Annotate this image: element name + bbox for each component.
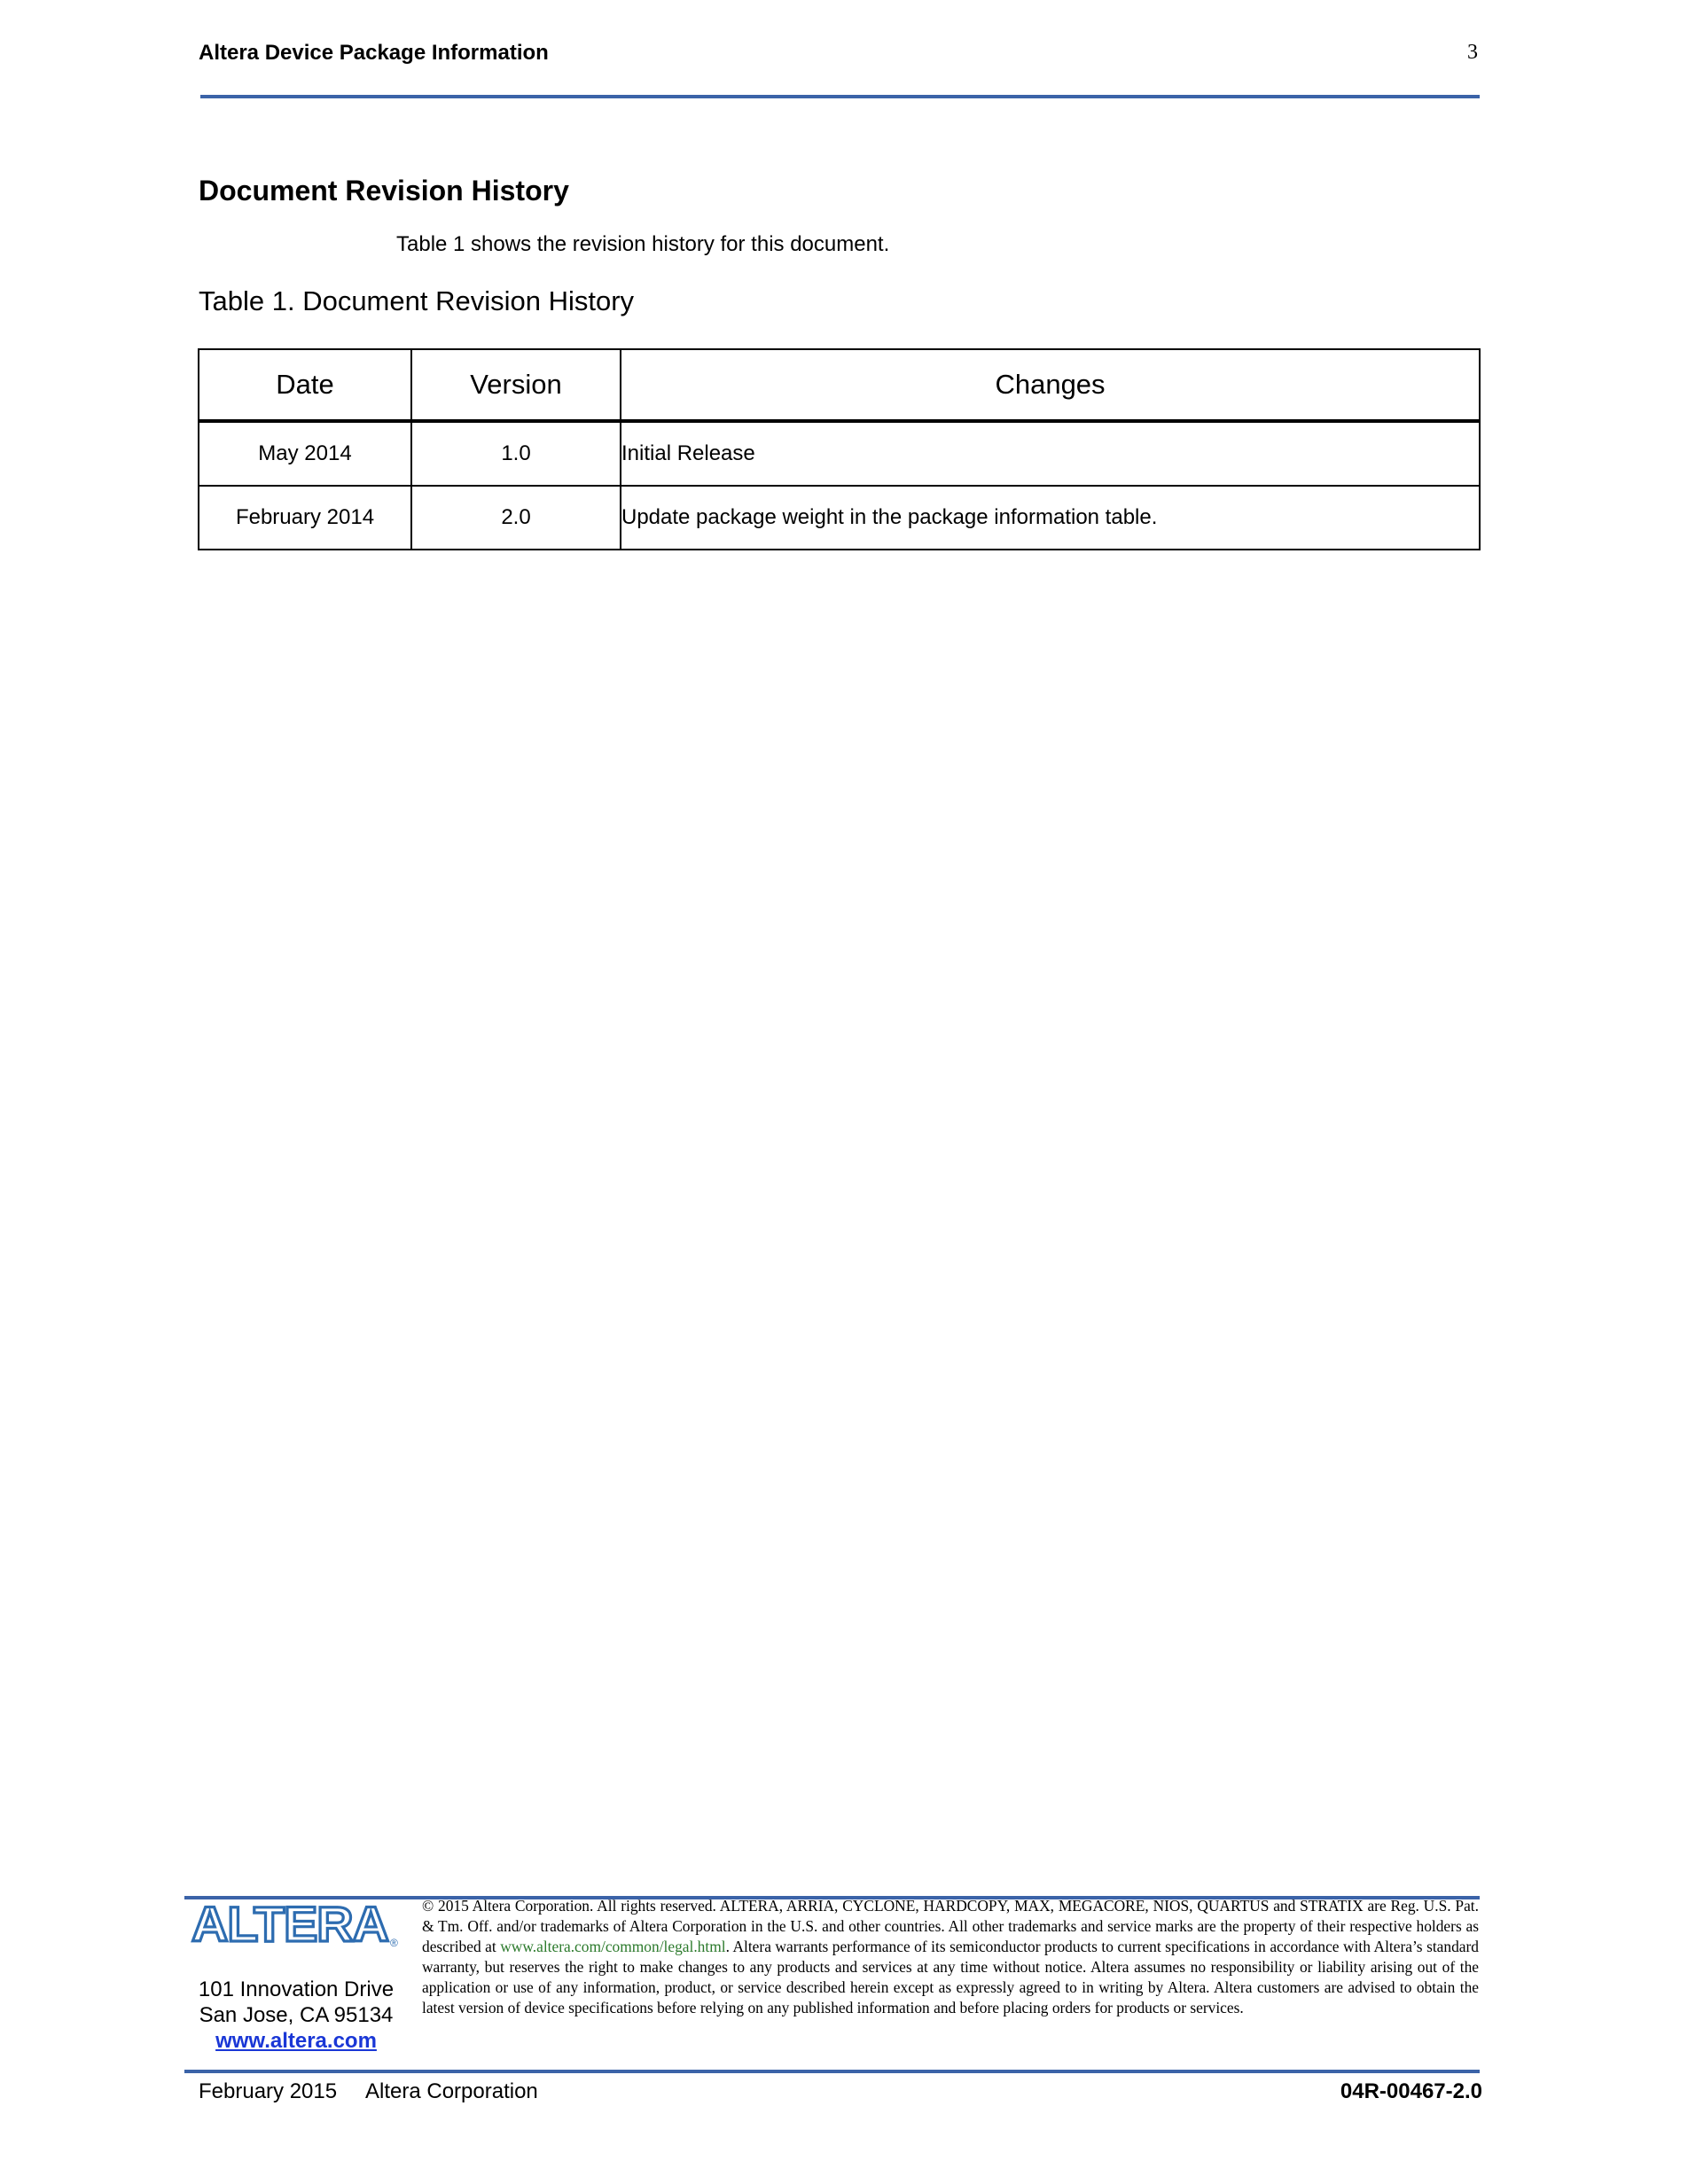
- document-id: 04R-00467-2.0: [1340, 2079, 1482, 2103]
- company-address: [188, 1977, 404, 2054]
- svg-text:®: ®: [390, 1937, 398, 1949]
- footer-bottom-rule: [184, 2070, 1480, 2073]
- legal-notice: © 2015 Altera Corporation. All rights reserved. ALTERA, ARRIA, CYCLONE, HARDCOPY, MAX, MEGACORE, NIOS, QUARTUS and STRATIX are Reg. U.S. Pat. & Tm. Off. and/or trademarks of Altera Corporation in the U.S. and other countries. All other trademarks and service marks are the property of their respective holders as described at www.altera.com/common/legal.html. Altera warrants performance of its semiconductor products to current specifications in accordance with Altera’s standard warranty, but reserves the right to make changes to any products and services at any time without notice. Altera assumes no responsibility or liability arising out of the application or use of any information, product, or service described herein except as expressly agreed to in writing by Altera. Altera customers are advised to obtain the latest version of device specifications before relying on any published information and before placing orders for products or services.: [422, 1897, 1479, 2016]
- cell-changes: Initial Release: [621, 421, 1480, 486]
- column-header-changes: Changes: [621, 349, 1480, 421]
- legal-link[interactable]: www.altera.com/common/legal.html: [500, 1938, 726, 1955]
- revision-history-table: [198, 348, 1481, 550]
- address-city: San Jose, CA 95134: [199, 2003, 394, 2027]
- svg-text:ALTERA: ALTERA: [191, 1897, 388, 1950]
- page-number: 3: [1467, 41, 1478, 64]
- column-header-version: Version: [411, 349, 621, 421]
- address-street: 101 Innovation Drive: [198, 1977, 395, 2001]
- cell-version: 2.0: [411, 486, 621, 550]
- running-header-title: Altera Device Package Information: [199, 41, 549, 65]
- intro-paragraph: Table 1 shows the revision history for this document.: [396, 232, 890, 256]
- table-row: [199, 421, 1480, 486]
- section-heading: Document Revision History: [199, 175, 569, 207]
- cell-date: May 2014: [199, 421, 411, 486]
- cell-changes: Update package weight in the package information table.: [621, 486, 1480, 550]
- website-link[interactable]: www.altera.com: [215, 2029, 377, 2053]
- table-header-row: [199, 349, 1480, 421]
- header-rule: [200, 95, 1480, 98]
- cell-date: February 2014: [199, 486, 411, 550]
- table-caption: Table 1. Document Revision History: [199, 285, 635, 316]
- footer-date: February 2015: [199, 2079, 338, 2103]
- column-header-date: Date: [199, 349, 411, 421]
- table-row: [199, 486, 1480, 550]
- cell-version: 1.0: [411, 421, 621, 486]
- altera-logo: [190, 1897, 402, 1950]
- footer-corporation: Altera Corporation: [365, 2079, 538, 2103]
